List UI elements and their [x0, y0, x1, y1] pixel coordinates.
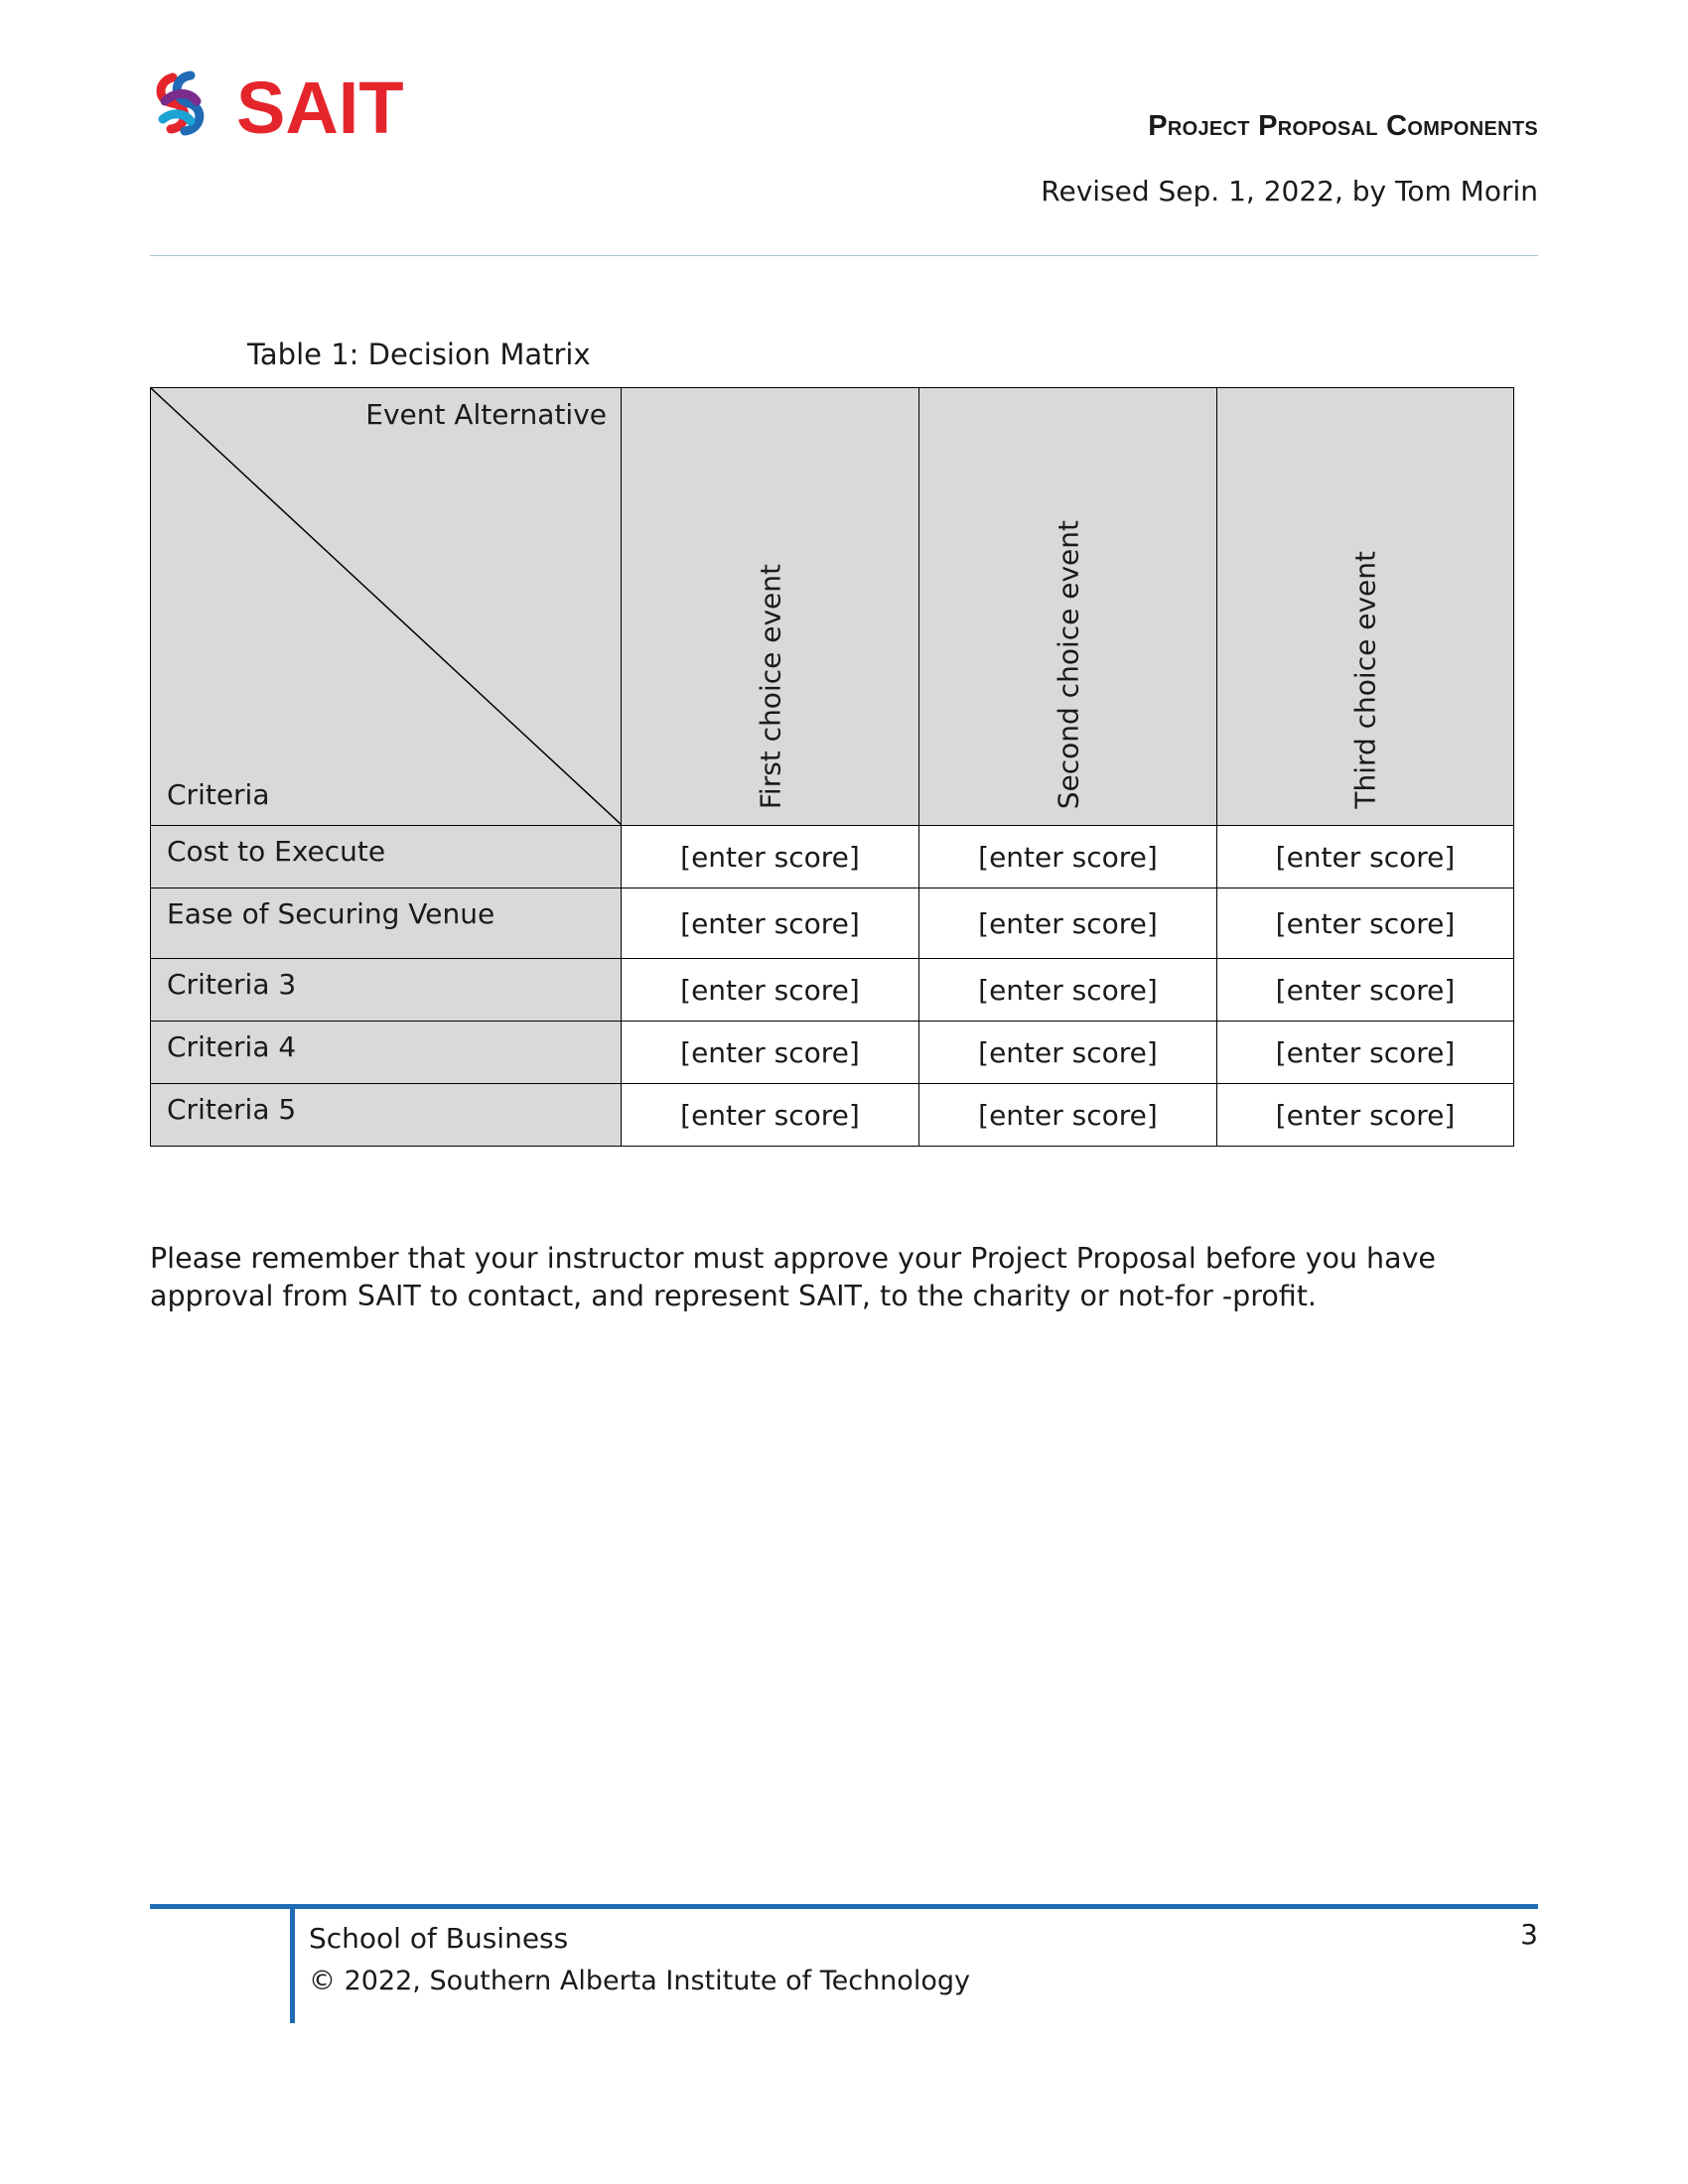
header-divider	[150, 255, 1538, 256]
corner-cell	[151, 388, 622, 826]
approval-note: Please remember that your instructor must approve your Project Proposal before you have approval from SAIT to contact, and represent SAIT, to the charity or not-for -profit.	[150, 1241, 1436, 1312]
score-cell[interactable]: [enter score]	[622, 1022, 919, 1084]
column-header-third	[1217, 388, 1514, 826]
column-header-label: Second choice event	[1052, 519, 1084, 809]
footer-copyright: © 2022, Southern Alberta Institute of Technology	[309, 1966, 970, 1996]
row-label-criteria-4: Criteria 4	[151, 1022, 622, 1084]
criteria-label: Criteria	[167, 778, 270, 811]
score-cell[interactable]: [enter score]	[622, 888, 919, 959]
table-row	[151, 1084, 1514, 1147]
logo-text: SAIT	[236, 67, 404, 145]
row-label-criteria-5: Criteria 5	[151, 1084, 622, 1147]
decision-matrix-table	[150, 387, 1514, 1147]
score-cell[interactable]: [enter score]	[919, 959, 1217, 1022]
score-cell[interactable]: [enter score]	[919, 1084, 1217, 1147]
column-header-label: First choice event	[754, 563, 786, 809]
column-header-first	[622, 388, 919, 826]
score-cell[interactable]: [enter score]	[919, 1022, 1217, 1084]
footer-divider	[150, 1904, 1538, 1909]
revision-note: Revised Sep. 1, 2022, by Tom Morin	[1041, 175, 1538, 207]
footer-vertical-bar	[290, 1904, 295, 2023]
score-cell[interactable]: [enter score]	[622, 826, 919, 888]
score-cell[interactable]: [enter score]	[622, 959, 919, 1022]
page-number: 3	[1520, 1918, 1538, 1951]
table-caption: Table 1: Decision Matrix	[247, 338, 591, 371]
table-row	[151, 888, 1514, 959]
sait-logo	[151, 62, 429, 145]
table-row	[151, 959, 1514, 1022]
score-cell[interactable]: [enter score]	[919, 888, 1217, 959]
score-cell[interactable]: [enter score]	[1217, 1022, 1514, 1084]
score-cell[interactable]: [enter score]	[622, 1084, 919, 1147]
sait-logo-mark-icon	[151, 62, 429, 145]
table-header-row	[151, 388, 1514, 826]
document-title: Project Proposal Components	[1148, 110, 1538, 142]
score-cell[interactable]: [enter score]	[1217, 888, 1514, 959]
event-alternative-label: Event Alternative	[365, 398, 607, 431]
row-label-cost-to-execute: Cost to Execute	[151, 826, 622, 888]
score-cell[interactable]: [enter score]	[919, 826, 1217, 888]
row-label-criteria-3: Criteria 3	[151, 959, 622, 1022]
footer-school: School of Business	[309, 1922, 569, 1955]
column-header-second	[919, 388, 1217, 826]
column-header-label: Third choice event	[1348, 551, 1382, 809]
score-cell[interactable]: [enter score]	[1217, 826, 1514, 888]
table-row	[151, 826, 1514, 888]
score-cell[interactable]: [enter score]	[1217, 1084, 1514, 1147]
table-row	[151, 1022, 1514, 1084]
score-cell[interactable]: [enter score]	[1217, 959, 1514, 1022]
diagonal-divider	[151, 388, 621, 825]
row-label-ease-of-securing-venue: Ease of Securing Venue	[151, 888, 622, 959]
